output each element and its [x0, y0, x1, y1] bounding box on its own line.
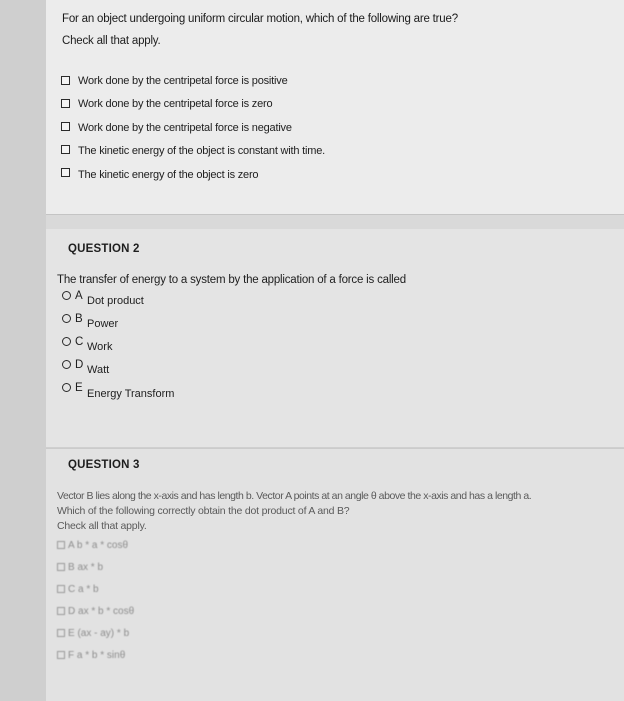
- q2-option-c-letter: C: [75, 336, 84, 348]
- checkbox-square-icon: [57, 629, 65, 637]
- q1-option-3-label: Work done by the centripetal force is negative: [78, 122, 292, 134]
- checkbox-q1-option-2[interactable]: [61, 99, 70, 108]
- question-3-panel: [46, 448, 624, 701]
- radio-q2-option-b[interactable]: [62, 313, 83, 325]
- checkbox-square-icon: [57, 607, 65, 615]
- q2-option-e-label: Energy Transform: [87, 388, 175, 400]
- question-3-prompt-line-1: Vector B lies along the x-axis and has length b. Vector A points at an angle θ above the x-axis and has a length a.: [57, 490, 532, 502]
- q2-option-a-letter: A: [75, 290, 83, 302]
- q1-option-4-label: The kinetic energy of the object is constant with time.: [78, 145, 326, 157]
- checkbox-q3-option-d[interactable]: [57, 606, 134, 617]
- checkbox-square-icon: [57, 541, 65, 549]
- q3-option-e-letter: E: [68, 628, 75, 639]
- question-1-prompt: For an object undergoing uniform circular motion, which of the following are true?: [62, 13, 458, 25]
- q3-option-b-label: ax * b: [77, 562, 104, 573]
- radio-q2-option-a[interactable]: [62, 290, 83, 302]
- checkbox-q3-option-a[interactable]: [57, 540, 128, 551]
- radio-circle-icon: [62, 314, 71, 323]
- checkbox-q1-option-5[interactable]: [61, 168, 70, 177]
- radio-q2-option-c[interactable]: [62, 336, 83, 348]
- q3-option-c-label: a * b: [78, 584, 99, 595]
- checkbox-q3-option-b[interactable]: [57, 562, 103, 573]
- q3-option-b-letter: B: [68, 562, 75, 573]
- q2-option-d-letter: D: [75, 359, 84, 371]
- q3-option-d-label: ax * b * cosθ: [78, 606, 135, 617]
- q2-option-e-letter: E: [75, 382, 83, 394]
- q1-option-2-label: Work done by the centripetal force is zero: [78, 98, 273, 110]
- q1-option-5-label: The kinetic energy of the object is zero: [78, 169, 259, 181]
- question-2-header: QUESTION 2: [68, 243, 140, 255]
- checkbox-q3-option-f[interactable]: [57, 650, 125, 661]
- q3-option-f-letter: F: [68, 650, 75, 661]
- checkbox-square-icon: [57, 651, 65, 659]
- question-3-instruction: Check all that apply.: [57, 520, 147, 532]
- q3-option-e-label: (ax - ay) * b: [77, 628, 130, 639]
- q3-option-a-label: b * a * cosθ: [76, 540, 129, 551]
- q2-option-a-label: Dot product: [87, 295, 144, 307]
- question-3-prompt-line-2: Which of the following correctly obtain the dot product of A and B?: [57, 505, 350, 517]
- question-2-prompt: The transfer of energy to a system by the application of a force is called: [57, 274, 406, 286]
- q2-option-b-label: Power: [87, 318, 119, 330]
- q3-option-f-label: a * b * sinθ: [76, 650, 126, 661]
- checkbox-square-icon: [57, 585, 65, 593]
- q1-option-1-label: Work done by the centripetal force is positive: [78, 75, 288, 87]
- q2-option-d-label: Watt: [87, 364, 110, 376]
- q3-option-a-letter: A: [68, 540, 75, 551]
- q2-option-c-label: Work: [87, 341, 113, 353]
- q3-option-d-letter: D: [68, 606, 76, 617]
- question-divider: [46, 214, 624, 230]
- q2-option-b-letter: B: [75, 313, 83, 325]
- checkbox-q3-option-c[interactable]: [57, 584, 99, 595]
- q3-option-c-letter: C: [68, 584, 76, 595]
- question-1-instruction: Check all that apply.: [62, 35, 161, 47]
- checkbox-q1-option-3[interactable]: [61, 122, 70, 131]
- question-2-panel: [46, 229, 624, 447]
- radio-q2-option-e[interactable]: [62, 382, 83, 394]
- radio-circle-icon: [62, 360, 71, 369]
- radio-circle-icon: [62, 291, 71, 300]
- radio-q2-option-d[interactable]: [62, 359, 83, 371]
- radio-circle-icon: [62, 383, 71, 392]
- checkbox-square-icon: [57, 563, 65, 571]
- checkbox-q1-option-1[interactable]: [61, 76, 70, 85]
- question-3-header: QUESTION 3: [68, 459, 140, 471]
- radio-circle-icon: [62, 337, 71, 346]
- checkbox-q1-option-4[interactable]: [61, 145, 70, 154]
- checkbox-q3-option-e[interactable]: [57, 628, 129, 639]
